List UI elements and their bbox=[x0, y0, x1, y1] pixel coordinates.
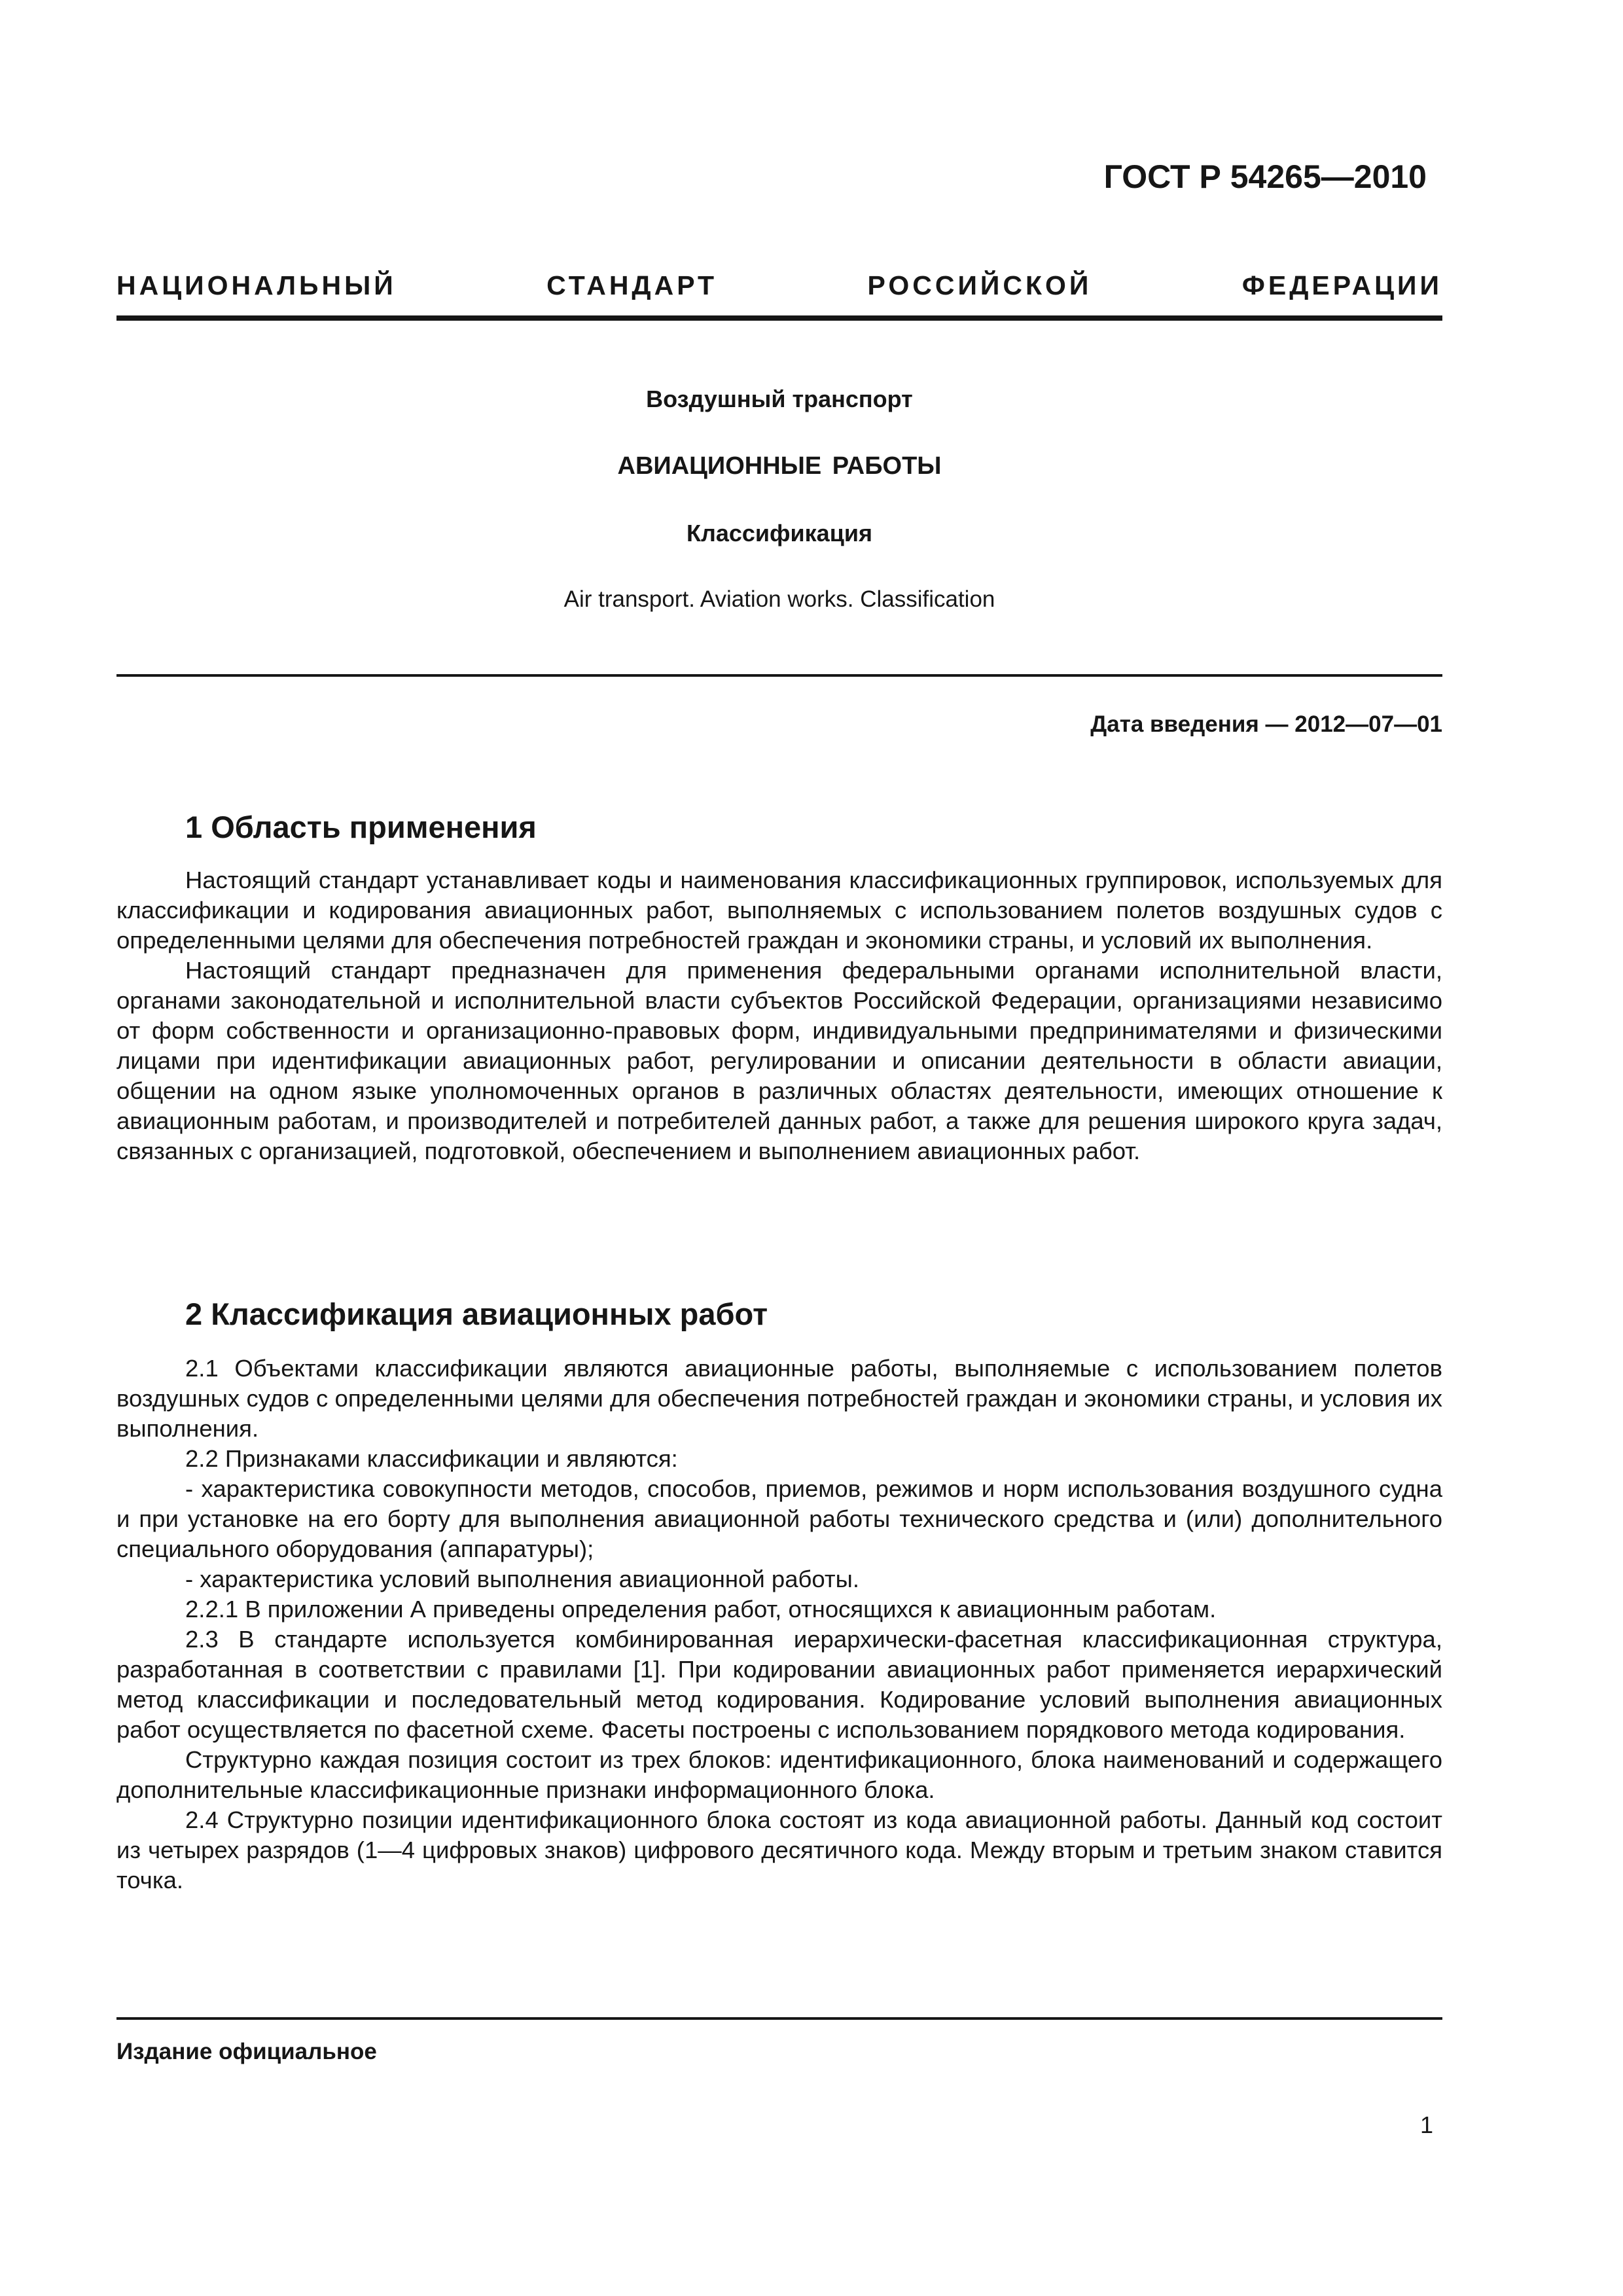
list-item: - характеристика условий выполнения авиационной работы. bbox=[185, 1566, 859, 1592]
section-2-body bbox=[116, 1354, 1442, 1895]
gost-code: ГОСТ Р 54265—2010 bbox=[1103, 158, 1427, 195]
title-subject: Воздушный транспорт bbox=[646, 386, 913, 412]
paragraph: Структурно каждая позиция состоит из трех блоков: идентификационного, блока наименований и содержащего дополнительные классификационные признаки информационного блока. bbox=[116, 1746, 1442, 1803]
paragraph: 2.3 В стандарте используется комбинированная иерархически-фасетная классификационная структура, разработанная в соответствии с правилами [1]. При кодировании авиационных работ применяется иерархический метод классификации и последовательный метод кодирования. Кодирование условий выполнения авиационных работ осуществляется по фасетной схеме. Фасеты построены с использованием порядкового метода кодирования. bbox=[116, 1626, 1442, 1743]
paragraph: Настоящий стандарт устанавливает коды и наименования классификационных группировок, используемых для классификации и кодирования авиационных работ, выполняемых с использованием полетов воздушных судов с определенными целями для обеспечения потребностей граждан и экономики страны, и условий их выполнения. bbox=[116, 867, 1442, 954]
header-rule bbox=[116, 315, 1442, 321]
paragraph: 2.2.1 В приложении А приведены определения работ, относящихся к авиационным работам. bbox=[185, 1596, 1217, 1623]
paragraph: 2.1 Объектами классификации являются авиационные работы, выполняемые с использованием полетов воздушных судов с определенными целями для обеспечения потребностей граждан и экономики страны, и условия их выполнения. bbox=[116, 1355, 1442, 1442]
section-1-heading: 1 Область применения bbox=[185, 810, 537, 844]
paragraph: 2.2 Признаками классификации и являются: bbox=[185, 1445, 678, 1472]
title-rule bbox=[116, 674, 1442, 677]
page-number: 1 bbox=[1419, 2111, 1433, 2138]
section-1-body bbox=[116, 865, 1442, 1166]
title-english: Air transport. Aviation works. Classification bbox=[563, 586, 995, 612]
paragraph: Настоящий стандарт предназначен для применения федеральными органами исполнительной власти, органами законодательной и исполнительной власти субъектов Российской Федерации, организациями независимо от форм собственности и организационно-правовых форм, индивидуальными предпринимателями и физическими лицами при идентификации авиационных работ, регулировании и описании деятельности в области авиации, общении на одном языке уполномоченных органов в различных областях деятельности, имеющих отношение к авиационным работам, и производителей и потребителей данных работ, а также для решения широкого круга задач, связанных с организацией, подготовкой, обеспечением и выполнением авиационных работ. bbox=[116, 957, 1442, 1164]
section-2-heading: 2 Классификация авиационных работ bbox=[185, 1297, 768, 1331]
paragraph: 2.4 Структурно позиции идентификационного блока состоят из кода авиационной работы. Данный код состоит из четырех разрядов (1—4 цифровых знаков) цифрового десятичного кода. Между вторым и третьим знаком ставится точка. bbox=[116, 1806, 1442, 1893]
title-main: АВИАЦИОННЫЕ РАБОТЫ bbox=[617, 452, 942, 480]
introduction-date: Дата введения — 2012—07—01 bbox=[1090, 711, 1442, 737]
list-item: - характеристика совокупности методов, способов, приемов, режимов и норм использования воздушного судна и при установке на его борту для выполнения авиационной работы технического средства и (или) дополнительного специального оборудования (аппаратуры); bbox=[116, 1475, 1442, 1562]
official-edition-label: Издание официальное bbox=[116, 2039, 377, 2064]
national-standard-banner: НАЦИОНАЛЬНЫЙ СТАНДАРТ РОССИЙСКОЙ ФЕДЕРАЦИИ bbox=[116, 270, 1442, 300]
footer-rule bbox=[116, 2017, 1442, 2020]
title-subtitle: Классификация bbox=[687, 520, 872, 547]
